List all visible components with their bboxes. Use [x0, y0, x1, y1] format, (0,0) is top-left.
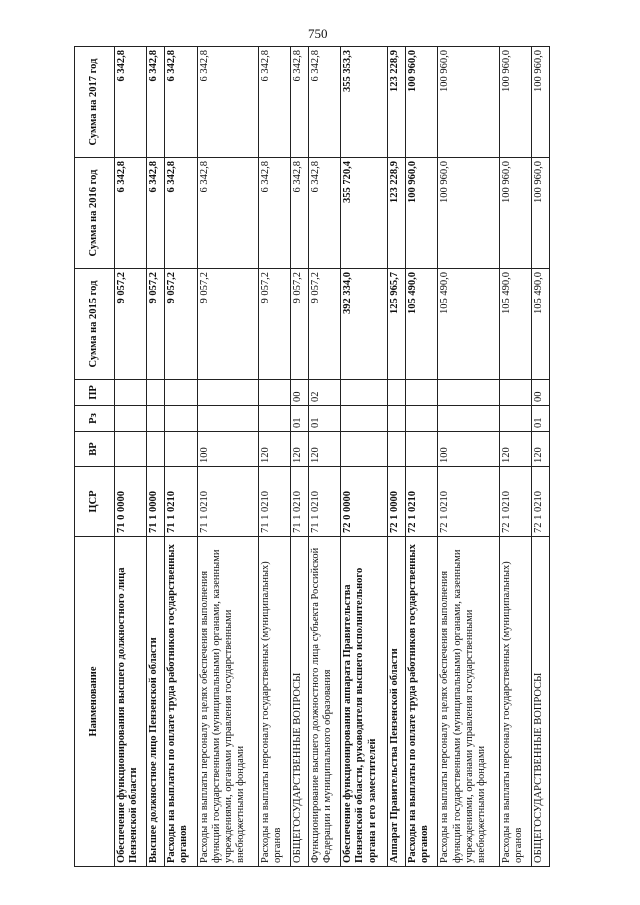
cell-rz: [406, 406, 438, 432]
cell-sum-2015: 9 057,2: [258, 269, 290, 380]
cell-rz: [197, 406, 258, 432]
table-row: [197, 47, 258, 867]
cell-name: ОБЩЕГОСУДАРСТВЕННЫЕ ВОПРОСЫ: [531, 537, 549, 867]
cell-sum-2017: 6 342,8: [291, 47, 309, 158]
cell-vr: [406, 432, 438, 467]
cell-csr: 72 1 0210: [438, 467, 499, 537]
cell-rz: 01: [291, 406, 309, 432]
cell-pr: 00: [531, 380, 549, 406]
cell-sum-2015: 9 057,2: [197, 269, 258, 380]
cell-name: Функционирование высшего должностного лица субъекта Российской Федерации и муниципального образования: [309, 537, 341, 867]
cell-sum-2015: 392 334,0: [341, 269, 388, 380]
cell-rz: [258, 406, 290, 432]
cell-sum-2017: 6 342,8: [258, 47, 290, 158]
table-row: [309, 47, 341, 867]
cell-sum-2016: 6 342,8: [309, 158, 341, 269]
cell-name: Расходы на выплаты по оплате труда работников государственных органов: [406, 537, 438, 867]
cell-csr: 72 1 0000: [388, 467, 406, 537]
cell-pr: [388, 380, 406, 406]
header-row: [75, 47, 115, 867]
cell-vr: 120: [531, 432, 549, 467]
cell-csr: 71 1 0000: [147, 467, 165, 537]
cell-vr: 120: [291, 432, 309, 467]
cell-sum-2017: 6 342,8: [165, 47, 197, 158]
cell-csr: 71 1 0210: [309, 467, 341, 537]
cell-vr: 100: [197, 432, 258, 467]
cell-pr: [499, 380, 531, 406]
rotated-table-area: [74, 47, 550, 867]
cell-sum-2016: 6 342,8: [165, 158, 197, 269]
cell-name: Расходы на выплаты персоналу в целях обеспечения выполнения функций государственными (муниципальными) органами, казенными учреждениями, органами управления государственными внебюджетными фондами: [438, 537, 499, 867]
cell-vr: [388, 432, 406, 467]
cell-pr: [115, 380, 147, 406]
cell-csr: 72 1 0210: [406, 467, 438, 537]
table-row: [165, 47, 197, 867]
cell-rz: [341, 406, 388, 432]
cell-csr: 71 0 0000: [115, 467, 147, 537]
cell-sum-2015: 105 490,0: [499, 269, 531, 380]
cell-sum-2015: 9 057,2: [115, 269, 147, 380]
cell-sum-2017: 6 342,8: [115, 47, 147, 158]
table-row: [115, 47, 147, 867]
cell-sum-2015: 9 057,2: [147, 269, 165, 380]
table-row: [341, 47, 388, 867]
cell-csr: 71 1 0210: [258, 467, 290, 537]
cell-sum-2015: 105 490,0: [531, 269, 549, 380]
cell-sum-2015: 105 490,0: [406, 269, 438, 380]
table-container: [74, 47, 550, 867]
cell-sum-2015: 105 490,0: [438, 269, 499, 380]
cell-rz: [388, 406, 406, 432]
cell-csr: 72 1 0210: [499, 467, 531, 537]
col-header-vr: ВР: [75, 432, 115, 467]
table-row: [147, 47, 165, 867]
cell-pr: [147, 380, 165, 406]
cell-vr: [341, 432, 388, 467]
table-row: [258, 47, 290, 867]
table-row: [388, 47, 406, 867]
cell-vr: [115, 432, 147, 467]
cell-sum-2017: 100 960,0: [438, 47, 499, 158]
table-row: [291, 47, 309, 867]
cell-sum-2016: 100 960,0: [438, 158, 499, 269]
cell-sum-2016: 6 342,8: [291, 158, 309, 269]
cell-pr: 00: [291, 380, 309, 406]
cell-rz: [499, 406, 531, 432]
cell-vr: 120: [258, 432, 290, 467]
cell-rz: [115, 406, 147, 432]
cell-pr: 02: [309, 380, 341, 406]
cell-name: Расходы на выплаты персоналу в целях обеспечения выполнения функций государственными (муниципальными) органами, казенными учреждениями, органами управления государственными внебюджетными фондами: [197, 537, 258, 867]
cell-name: Обеспечение функционирования аппарата Правительства Пензенской области, руководителя высшего исполнительного органа и его заместителей: [341, 537, 388, 867]
col-header-2017: Сумма на 2017 год: [75, 47, 115, 158]
cell-name: ОБЩЕГОСУДАРСТВЕННЫЕ ВОПРОСЫ: [291, 537, 309, 867]
cell-vr: [147, 432, 165, 467]
cell-sum-2017: 6 342,8: [147, 47, 165, 158]
table-row: [499, 47, 531, 867]
table-row: [406, 47, 438, 867]
cell-rz: [147, 406, 165, 432]
cell-rz: [438, 406, 499, 432]
cell-sum-2017: 100 960,0: [499, 47, 531, 158]
cell-rz: [165, 406, 197, 432]
cell-name: Расходы на выплаты персоналу государственных (муниципальных) органов: [499, 537, 531, 867]
cell-sum-2017: 355 353,3: [341, 47, 388, 158]
cell-pr: [406, 380, 438, 406]
cell-sum-2015: 9 057,2: [309, 269, 341, 380]
cell-name: Высшее должностное лицо Пензенской области: [147, 537, 165, 867]
cell-vr: [165, 432, 197, 467]
table-body: [115, 47, 550, 867]
cell-vr: 100: [438, 432, 499, 467]
cell-name: Расходы на выплаты по оплате труда работников государственных органов: [165, 537, 197, 867]
cell-csr: 72 0 0000: [341, 467, 388, 537]
cell-sum-2016: 100 960,0: [531, 158, 549, 269]
cell-sum-2015: 9 057,2: [291, 269, 309, 380]
cell-csr: 71 1 0210: [291, 467, 309, 537]
cell-name: Обеспечение функционирования высшего должностного лица Пензенской области: [115, 537, 147, 867]
cell-sum-2016: 100 960,0: [499, 158, 531, 269]
col-header-rz: Рз: [75, 406, 115, 432]
cell-sum-2016: 100 960,0: [406, 158, 438, 269]
cell-rz: 01: [531, 406, 549, 432]
cell-sum-2017: 100 960,0: [406, 47, 438, 158]
cell-sum-2017: 100 960,0: [531, 47, 549, 158]
budget-table: [74, 46, 550, 867]
cell-pr: [438, 380, 499, 406]
cell-sum-2015: 125 965,7: [388, 269, 406, 380]
col-header-2016: Сумма на 2016 год: [75, 158, 115, 269]
cell-pr: [165, 380, 197, 406]
table-row: [531, 47, 549, 867]
cell-csr: 71 1 0210: [197, 467, 258, 537]
col-header-csr: ЦСР: [75, 467, 115, 537]
col-header-2015: Сумма на 2015 год: [75, 269, 115, 380]
cell-sum-2016: 6 342,8: [197, 158, 258, 269]
cell-name: Расходы на выплаты персоналу государственных (муниципальных) органов: [258, 537, 290, 867]
page-number: 750: [308, 26, 328, 41]
cell-sum-2016: 355 720,4: [341, 158, 388, 269]
col-header-name: Наименование: [75, 537, 115, 867]
cell-pr: [341, 380, 388, 406]
cell-vr: 120: [499, 432, 531, 467]
cell-sum-2016: 6 342,8: [147, 158, 165, 269]
cell-sum-2017: 6 342,8: [197, 47, 258, 158]
cell-sum-2017: 123 228,9: [388, 47, 406, 158]
cell-pr: [197, 380, 258, 406]
cell-pr: [258, 380, 290, 406]
cell-vr: 120: [309, 432, 341, 467]
col-header-pr: ПР: [75, 380, 115, 406]
cell-sum-2016: 6 342,8: [115, 158, 147, 269]
cell-sum-2016: 6 342,8: [258, 158, 290, 269]
cell-rz: 01: [309, 406, 341, 432]
cell-csr: 71 1 0210: [165, 467, 197, 537]
cell-sum-2017: 6 342,8: [309, 47, 341, 158]
table-row: [438, 47, 499, 867]
cell-sum-2015: 9 057,2: [165, 269, 197, 380]
cell-name: Аппарат Правительства Пензенской области: [388, 537, 406, 867]
cell-csr: 72 1 0210: [531, 467, 549, 537]
cell-sum-2016: 123 228,9: [388, 158, 406, 269]
